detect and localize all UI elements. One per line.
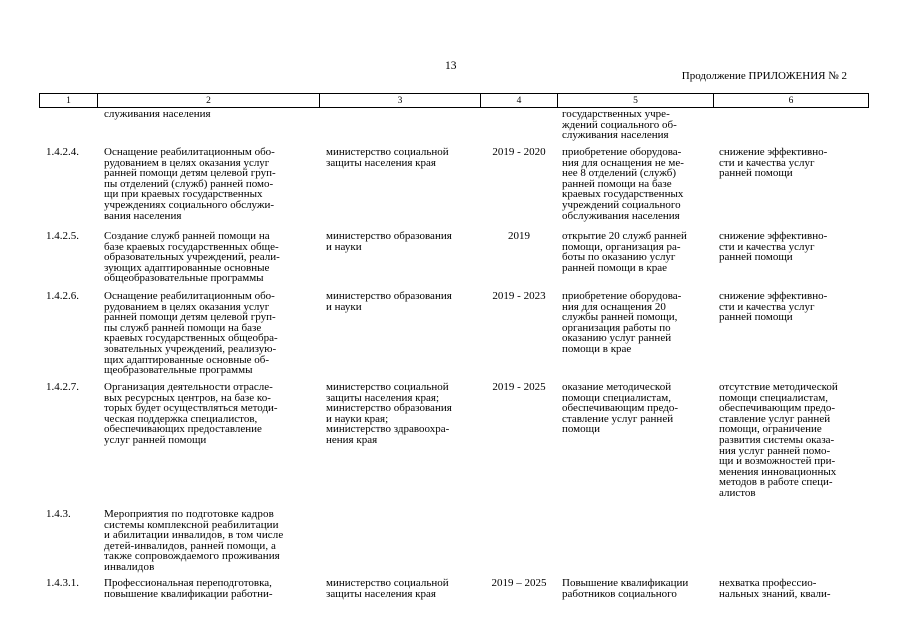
row-number: 1.4.2.5. bbox=[46, 230, 79, 242]
cell-text-line: нения края bbox=[326, 433, 378, 446]
cell-text-line: ранней помощи детям целевой груп- bbox=[104, 311, 276, 324]
cell-text-line: защиты населения края; bbox=[326, 391, 439, 404]
cell-text-line: методов в работе специ- bbox=[719, 476, 833, 489]
cell-text-line: министерство социальной bbox=[326, 577, 449, 589]
cell-text-line: ния для оснащения 20 bbox=[562, 300, 666, 313]
row-number: 1.4.3. bbox=[46, 508, 71, 520]
cell-text-line: ранней помощи bbox=[719, 311, 793, 324]
cell-text-line: министерство образования bbox=[326, 402, 452, 415]
cell-text-line: рудованием в целях оказания услуг bbox=[104, 156, 270, 169]
expected-result-cell bbox=[562, 147, 712, 221]
cell-text-line: ставление услуг ранней bbox=[562, 412, 674, 425]
cell-text-line: министерство социальной bbox=[326, 146, 449, 158]
cell-text-line: и абилитации инвалидов, в том числе bbox=[104, 529, 284, 542]
cell-text-line: помощи специалистам, bbox=[562, 391, 671, 404]
cell-text-line: помощи специалистам, bbox=[719, 391, 828, 404]
cell-text-line: помощи, ограничение bbox=[719, 423, 822, 436]
cell-text-line: 2019 - 2020 bbox=[492, 146, 546, 158]
executor-cell bbox=[326, 291, 478, 312]
cell-text-line: нехватка профессио- bbox=[719, 577, 817, 589]
activity-name-cell bbox=[104, 509, 318, 573]
cell-text-line: организация работы по bbox=[562, 321, 671, 334]
continuation-cell-2 bbox=[104, 109, 318, 120]
cell-text-line: приобретение оборудова- bbox=[562, 290, 682, 302]
cell-text-line: защиты населения края bbox=[326, 156, 436, 169]
cell-text-line: рудованием в целях оказания услуг bbox=[104, 300, 270, 313]
cell-text-line: Организация деятельности отрасле- bbox=[104, 381, 273, 393]
cell-text-line: служивания населения bbox=[562, 129, 669, 142]
column-number-4: 4 bbox=[481, 94, 558, 108]
cell-text-line: алистов bbox=[719, 486, 756, 499]
cell-text-line: также сопровождаемого проживания bbox=[104, 550, 280, 563]
cell-text-line: министерство образования bbox=[326, 290, 452, 302]
cell-text-line: отсутствие методической bbox=[719, 381, 838, 393]
cell-text-line: служивания населения bbox=[104, 108, 211, 120]
cell-text-line: развития системы оказа- bbox=[719, 433, 835, 446]
row-number: 1.4.3.1. bbox=[46, 577, 79, 589]
cell-text-line: повышение квалификации работни- bbox=[104, 587, 273, 600]
activity-name-cell bbox=[104, 291, 318, 376]
cell-text-line: сти и качества услуг bbox=[719, 300, 815, 313]
cell-text-line: и науки bbox=[326, 240, 362, 253]
cell-text-line: обслуживания населения bbox=[562, 209, 680, 222]
continuation-cell-5 bbox=[562, 109, 712, 141]
column-number-5: 5 bbox=[558, 94, 714, 108]
term-cell bbox=[480, 382, 558, 393]
cell-text-line: инвалидов bbox=[104, 560, 155, 573]
cell-text-line: боты по оказанию услуг bbox=[562, 251, 676, 264]
consequence-cell bbox=[719, 382, 867, 499]
cell-text-line: работников социального bbox=[562, 587, 677, 600]
cell-text-line: сти и качества услуг bbox=[719, 156, 815, 169]
cell-text-line: учреждениях социального обслужи- bbox=[104, 198, 275, 211]
term-cell bbox=[480, 291, 558, 302]
cell-text-line: обеспечивающим предо- bbox=[719, 402, 836, 415]
cell-text-line: ранней помощи bbox=[719, 167, 793, 180]
cell-text-line: помощи, организация ра- bbox=[562, 240, 681, 253]
cell-text-line: помощи в крае bbox=[562, 342, 632, 355]
column-number-3: 3 bbox=[320, 94, 481, 108]
term-cell bbox=[480, 147, 558, 158]
cell-text-line: системы комплексной реабилитации bbox=[104, 518, 279, 531]
cell-text-line: ставление услуг ранней bbox=[719, 412, 831, 425]
page-number: 13 bbox=[445, 60, 457, 72]
term-cell bbox=[480, 231, 558, 242]
cell-text-line: ранней помощи bbox=[719, 251, 793, 264]
cell-text-line: щи при краевых государственных bbox=[104, 188, 263, 201]
cell-text-line: министерство образования bbox=[326, 230, 452, 242]
cell-text-line: ния для оснащения не ме- bbox=[562, 156, 684, 169]
cell-text-line: 2019 - 2023 bbox=[492, 290, 546, 302]
cell-text-line: Профессиональная переподготовка, bbox=[104, 577, 272, 589]
cell-text-line: щи и возможностей при- bbox=[719, 455, 836, 468]
consequence-cell bbox=[719, 147, 867, 179]
cell-text-line: помощи bbox=[562, 423, 600, 436]
cell-text-line: образовательных учреждений, реали- bbox=[104, 251, 280, 264]
cell-text-line: ранней помощи детям целевой груп- bbox=[104, 167, 276, 180]
activity-name-cell bbox=[104, 382, 318, 446]
expected-result-cell bbox=[562, 231, 712, 273]
expected-result-cell bbox=[562, 578, 712, 599]
cell-text-line: оказанию услуг ранней bbox=[562, 332, 672, 345]
cell-text-line: ческая поддержка специалистов, bbox=[104, 412, 258, 425]
cell-text-line: 2019 – 2025 bbox=[491, 577, 547, 589]
cell-text-line: снижение эффективно- bbox=[719, 290, 828, 302]
cell-text-line: снижение эффективно- bbox=[719, 146, 828, 158]
cell-text-line: Повышение квалификации bbox=[562, 577, 689, 589]
column-number-1: 1 bbox=[40, 94, 98, 108]
activity-name-cell bbox=[104, 578, 318, 599]
column-number-header bbox=[39, 93, 869, 108]
cell-text-line: Оснащение реабилитационным обо- bbox=[104, 146, 275, 158]
column-number-2: 2 bbox=[98, 94, 320, 108]
cell-text-line: менения инновационных bbox=[719, 465, 837, 478]
activity-name-cell bbox=[104, 147, 318, 221]
cell-text-line: и науки bbox=[326, 300, 362, 313]
cell-text-line: пы отделений (служб) ранней помо- bbox=[104, 177, 274, 190]
consequence-cell bbox=[719, 231, 867, 263]
cell-text-line: пы служб ранней помощи на базе bbox=[104, 321, 262, 334]
cell-text-line: учреждений социального bbox=[562, 198, 681, 211]
cell-text-line: защиты населения края bbox=[326, 587, 436, 600]
executor-cell bbox=[326, 231, 478, 252]
cell-text-line: детей-инвалидов, ранней помощи, а bbox=[104, 539, 277, 552]
cell-text-line: и науки края; bbox=[326, 412, 389, 425]
expected-result-cell bbox=[562, 382, 712, 435]
row-number: 1.4.2.7. bbox=[46, 381, 79, 393]
cell-text-line: ранней помощи в крае bbox=[562, 261, 667, 274]
row-number: 1.4.2.4. bbox=[46, 146, 79, 158]
cell-text-line: щих адаптированные основные об- bbox=[104, 353, 270, 366]
cell-text-line: 2019 - 2025 bbox=[492, 381, 546, 393]
cell-text-line: службы ранней помощи, bbox=[562, 311, 678, 324]
cell-text-line: зующих адаптированные основные bbox=[104, 261, 270, 274]
cell-text-line: краевых государственных bbox=[562, 188, 684, 201]
cell-text-line: обеспечивающих предоставление bbox=[104, 423, 262, 436]
cell-text-line: щеобразовательные программы bbox=[104, 364, 253, 377]
cell-text-line: вания населения bbox=[104, 209, 182, 222]
cell-text-line: Оснащение реабилитационным обо- bbox=[104, 290, 275, 302]
appendix-heading: Продолжение ПРИЛОЖЕНИЯ № 2 bbox=[681, 70, 847, 82]
cell-text-line: общеобразовательные программы bbox=[104, 272, 264, 285]
cell-text-line: торых будет осуществляться методи- bbox=[104, 402, 278, 415]
cell-text-line: оказание методической bbox=[562, 381, 672, 393]
column-number-6: 6 bbox=[714, 94, 869, 108]
cell-text-line: сти и качества услуг bbox=[719, 240, 815, 253]
activity-name-cell bbox=[104, 231, 318, 284]
cell-text-line: министерство здравоохра- bbox=[326, 423, 450, 436]
cell-text-line: зовательных учреждений, реализую- bbox=[104, 342, 277, 355]
cell-text-line: Мероприятия по подготовке кадров bbox=[104, 508, 274, 520]
cell-text-line: Создание служб ранней помощи на bbox=[104, 230, 270, 242]
cell-text-line: обеспечивающим предо- bbox=[562, 402, 679, 415]
consequence-cell bbox=[719, 578, 867, 599]
cell-text-line: 2019 bbox=[508, 230, 530, 242]
executor-cell bbox=[326, 147, 478, 168]
cell-text-line: приобретение оборудова- bbox=[562, 146, 682, 158]
cell-text-line: снижение эффективно- bbox=[719, 230, 828, 242]
cell-text-line: нее 8 отделений (служб) bbox=[562, 167, 677, 180]
executor-cell bbox=[326, 382, 478, 446]
cell-text-line: государственных учре- bbox=[562, 108, 670, 120]
cell-text-line: ранней помощи на базе bbox=[562, 177, 672, 190]
cell-text-line: базе краевых государственных обще- bbox=[104, 240, 279, 253]
term-cell bbox=[480, 578, 558, 589]
expected-result-cell bbox=[562, 291, 712, 355]
cell-text-line: открытие 20 служб ранней bbox=[562, 230, 687, 242]
row-number: 1.4.2.6. bbox=[46, 290, 79, 302]
cell-text-line: министерство социальной bbox=[326, 381, 449, 393]
consequence-cell bbox=[719, 291, 867, 323]
cell-text-line: услуг ранней помощи bbox=[104, 433, 207, 446]
executor-cell bbox=[326, 578, 478, 599]
cell-text-line: вых ресурсных центров, на базе ко- bbox=[104, 391, 271, 404]
cell-text-line: краевых государственных общеобра- bbox=[104, 332, 278, 345]
cell-text-line: нальных знаний, квали- bbox=[719, 587, 831, 600]
cell-text-line: ния услуг ранней помо- bbox=[719, 444, 831, 457]
cell-text-line: ждений социального об- bbox=[562, 118, 677, 131]
